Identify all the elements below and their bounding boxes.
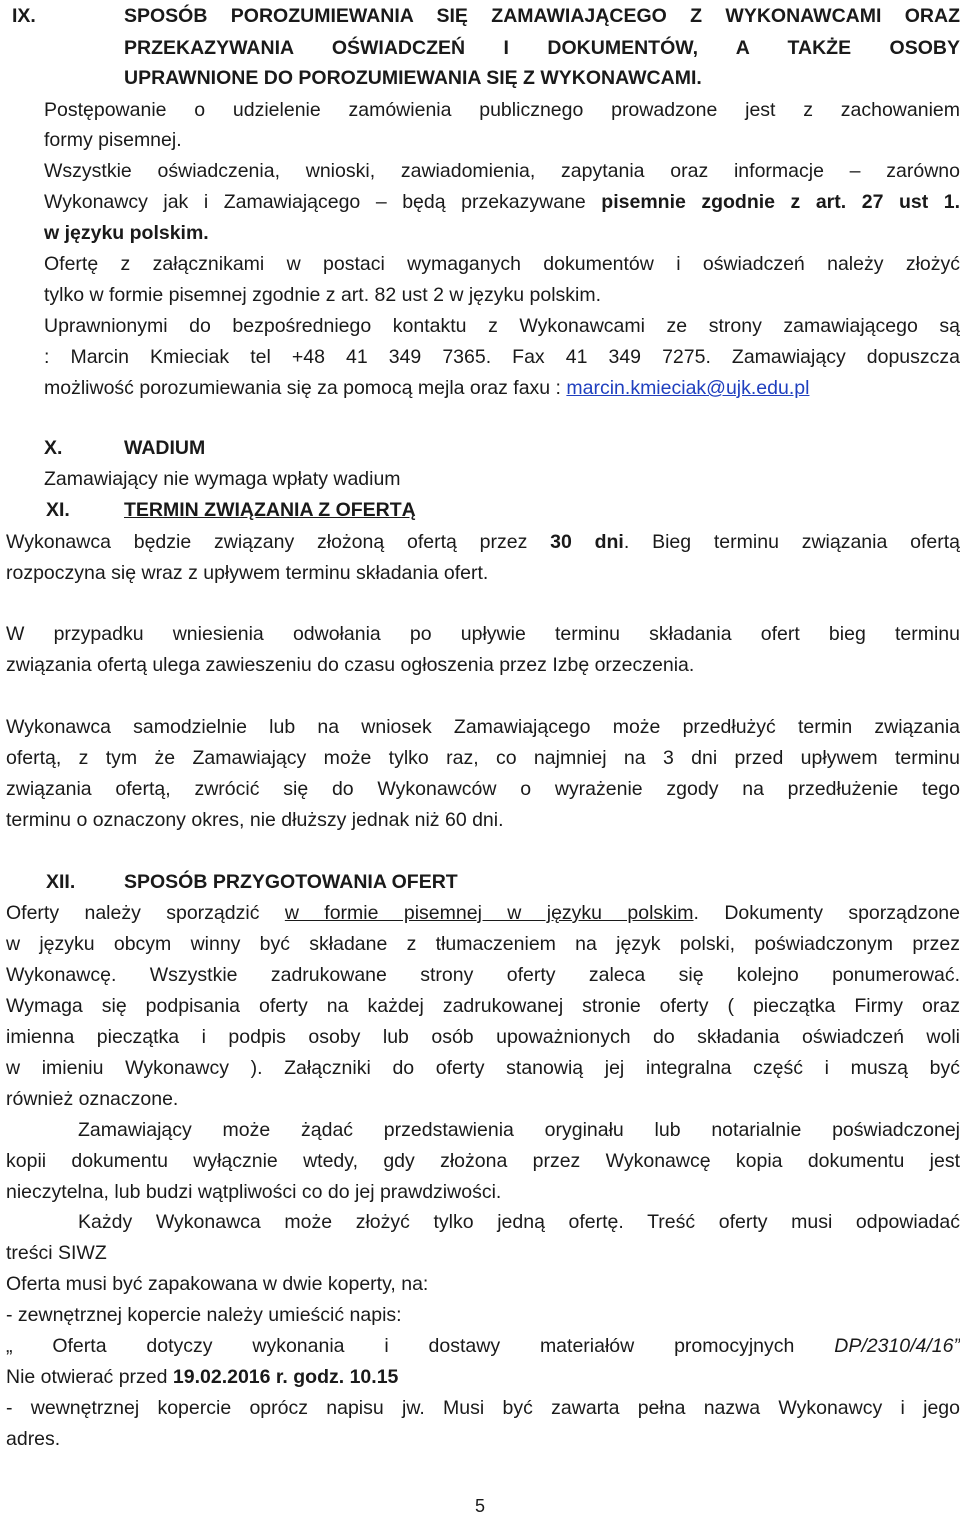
- sec12-p1-line-6: w imieniu Wykonawcy ). Załączniki do oferty stanowią jej integralna część i muszą być: [6, 1057, 960, 1079]
- sec11-p1-days: 30 dni: [550, 531, 624, 553]
- sec12-p5: - zewnętrznej kopercie należy umieścić napis:: [6, 1304, 402, 1326]
- sec9-p4-line-1: Uprawnionymi do bezpośredniego kontaktu z Wykonawcami ze strony zamawiającego są: [44, 315, 960, 337]
- sec10-text: Zamawiający nie wymaga wpłaty wadium: [44, 468, 401, 490]
- email-link[interactable]: marcin.kmieciak@ujk.edu.pl: [566, 377, 810, 399]
- section-xi-number: XI.: [46, 499, 70, 521]
- sec12-p1-line-5: imienna pieczątka i podpis osoby lub osób upoważnionych do składania oświadczeń woli: [6, 1026, 960, 1048]
- sec9-p2-line-2: [44, 188, 960, 216]
- sec9-p1-line-1: Postępowanie o udzielenie zamówienia publicznego prowadzone jest z zachowaniem: [44, 99, 960, 121]
- sec9-p3-line-2: tylko w formie pisemnej zgodnie z art. 82 ust 2 w języku polskim.: [44, 284, 602, 306]
- sec11-p3-line-4: terminu o oznaczony okres, nie dłuższy jednak niż 60 dni.: [6, 809, 504, 831]
- sec12-p4: Oferta musi być zapakowana w dwie koperty, na:: [6, 1273, 429, 1295]
- sec9-p2-line-2-bold: pisemnie zgodnie z art. 27 ust 1.: [601, 191, 960, 213]
- sec11-p1-line-2: rozpoczyna się wraz z upływem terminu składania ofert.: [6, 562, 489, 584]
- sec12-p3-line-2: treści SIWZ: [6, 1242, 107, 1264]
- sec12-p1-underlined: w formie pisemnej w języku polskim: [284, 902, 694, 924]
- sec12-p1-text-c: . Dokumenty sporządzone: [693, 902, 960, 924]
- section-x-number: X.: [44, 437, 63, 459]
- section-xii-number: XII.: [46, 871, 76, 893]
- sec12-p3-line-1: Każdy Wykonawca może złożyć tylko jedną ofertę. Treść oferty musi odpowiadać: [78, 1211, 960, 1233]
- sec9-p3-line-1: Ofertę z załącznikami w postaci wymaganych dokumentów i oświadczeń należy złożyć: [44, 253, 960, 275]
- sec12-p2-line-1: Zamawiający może żądać przedstawienia oryginału lub notarialnie poświadczonej: [78, 1119, 960, 1141]
- sec12-p1-line-3: Wykonawcę. Wszystkie zadrukowane strony oferty zaleca się kolejno ponumerować.: [6, 964, 960, 986]
- sec9-p2-line-3: w języku polskim.: [44, 222, 209, 244]
- section-xi-title: TERMIN ZWIĄZANIA Z OFERTĄ: [124, 499, 416, 521]
- sec12-p1-line-4: Wymaga się podpisania oferty na każdej zadrukowanej stronie oferty ( pieczątka Firmy oraz: [6, 995, 960, 1017]
- sec12-p2-line-3: nieczytelna, lub budzi wątpliwości co do jej prawdziwości.: [6, 1181, 502, 1203]
- sec12-p6-text: „ Oferta dotyczy wykonania i dostawy materiałów promocyjnych: [6, 1335, 835, 1357]
- section-ix-title-line-1: SPOSÓB POROZUMIEWANIA SIĘ ZAMAWIAJĄCEGO Z WYKONAWCAMI ORAZ: [124, 5, 960, 27]
- page-number: 5: [474, 1496, 485, 1516]
- sec12-p7: [6, 1363, 960, 1391]
- section-x-title: WADIUM: [124, 437, 206, 459]
- sec12-p7-text: Nie otwierać przed: [6, 1366, 173, 1388]
- sec11-p1-text-a: Wykonawca będzie związany złożoną ofertą przez: [6, 531, 551, 553]
- sec9-p4-line-2: : Marcin Kmieciak tel +48 41 349 7365. Fax 41 349 7275. Zamawiający dopuszcza: [44, 346, 960, 368]
- sec11-p1-text-c: . Bieg terminu związania ofertą: [623, 531, 960, 553]
- sec12-p1-line-1: [6, 899, 960, 927]
- sec12-p1-line-7: również oznaczone.: [6, 1088, 179, 1110]
- sec12-p1-text-a: Oferty należy sporządzić: [6, 902, 285, 924]
- sec12-p6: [6, 1332, 960, 1360]
- sec11-p3-line-2: ofertą, z tym że Zamawiający może tylko raz, co najmniej na 3 dni przed upływem terminu: [6, 747, 960, 769]
- section-xii-title: SPOSÓB PRZYGOTOWANIA OFERT: [124, 871, 458, 893]
- section-ix-title-line-3: UPRAWNIONE DO POROZUMIEWANIA SIĘ Z WYKONAWCAMI.: [124, 67, 702, 89]
- sec9-p2-line-2-text: Wykonawcy jak i Zamawiającego – będą przekazywane: [44, 191, 602, 213]
- sec12-p6-reference: DP/2310/4/16”: [834, 1335, 960, 1357]
- sec11-p2-line-1: W przypadku wniesienia odwołania po upływie terminu składania ofert bieg terminu: [6, 623, 960, 645]
- sec12-p1-line-2: w języku obcym winny być składane z tłumaczeniem na język polski, poświadczonym przez: [6, 933, 960, 955]
- sec9-p2-line-1: Wszystkie oświadczenia, wnioski, zawiadomienia, zapytania oraz informacje – zarówno: [44, 160, 960, 182]
- sec12-p2-line-2: kopii dokumentu wyłącznie wtedy, gdy złożona przez Wykonawcę kopia dokumentu jest: [6, 1150, 960, 1172]
- sec12-p8-line-2: adres.: [6, 1428, 61, 1450]
- sec11-p1-line-1: [6, 528, 960, 556]
- section-ix-number: IX.: [12, 5, 36, 27]
- sec11-p3-line-3: związania ofertą, zwrócić się do Wykonawców o wyrażenie zgody na przedłużenie tego: [6, 778, 960, 800]
- sec11-p2-line-2: związania ofertą ulega zawieszeniu do czasu ogłoszenia przez Izbę orzeczenia.: [6, 654, 695, 676]
- sec12-p7-date: 19.02.2016 r. godz. 10.15: [172, 1366, 399, 1388]
- section-ix-title-line-2: PRZEKAZYWANIA OŚWIADCZEŃ I DOKUMENTÓW, A TAKŻE OSOBY: [124, 37, 960, 59]
- sec9-p1-line-2: formy pisemnej.: [44, 129, 182, 151]
- sec9-p4-line-3-text: możliwość porozumiewania się za pomocą mejla oraz faxu :: [44, 377, 567, 399]
- sec9-p4-line-3: [44, 374, 960, 402]
- sec11-p3-line-1: Wykonawca samodzielnie lub na wniosek Zamawiającego może przedłużyć termin związania: [6, 716, 960, 738]
- sec12-p8-line-1: - wewnętrznej kopercie oprócz napisu jw. Musi być zawarta pełna nazwa Wykonawcy i jego: [6, 1397, 960, 1419]
